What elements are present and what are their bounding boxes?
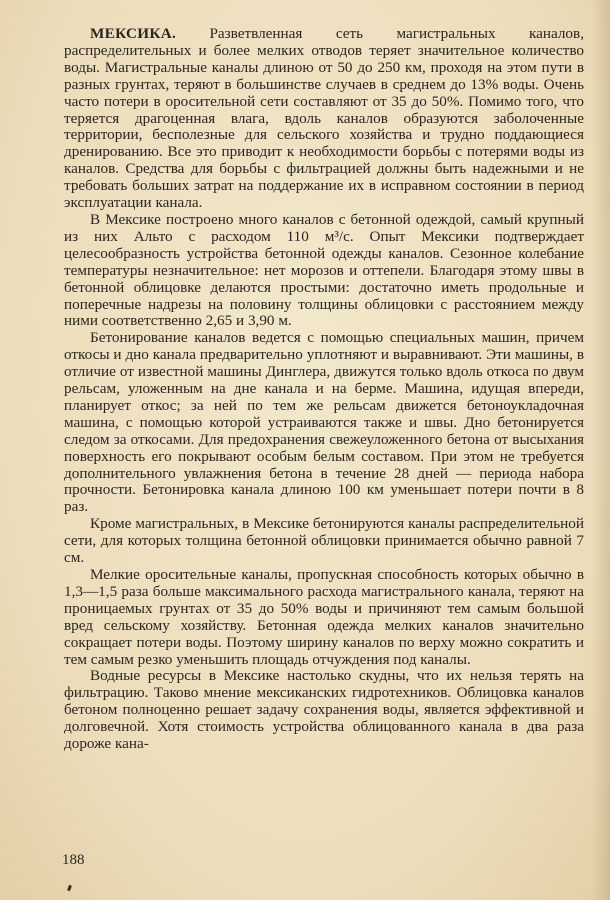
ink-speck (67, 885, 72, 892)
page-edge-shadow (592, 0, 610, 900)
paragraph-3: Бетонирование каналов ведется с помощью специальных машин, причем откосы и дно канала предварительно уплотняют и выравнивают. Эти машины, в отличие от известной машины Динглера, движутся только вдоль откоса по двум рельсам, уложенным на дне канала и на берме. Машина, идущая впереди, планирует откос; за ней по тем же рельсам движется бетоноукладочная машина, с помощью которой устраиваются также и швы. Дно бетонируется следом за откосами. Для предохранения свежеуложенного бетона от высыхания поверхность его покрывают особым белым составом. При этом не требуется дополнительного увлажнения бетона в течение 28 дней — периода набора прочности. Бетонировка канала длиною 100 км уменьшает потери почти в 8 раз. (64, 329, 584, 516)
page-number: 188 (62, 852, 85, 868)
body-text (64, 26, 584, 753)
paragraph-1-text: Разветвленная сеть магистральных каналов, распределительных и более мелких отводов теряет значительное количество воды. Магистральные каналы длиною от 50 до 250 км, проходя на этом пути в разных грунтах, теряют в большинстве случаев в среднем до 13% воды. Очень часто потери в оросительной сети составляют от 35 до 50%. Помимо того, что теряется драгоценная влага, вдоль каналов образуются заболоченные территории, бесполезные для сельского хозяйства и трудно поддающиеся дренированию. Все это приводит к необходимости борьбы с потерями воды из каналов. Средства для борьбы с фильтрацией должны быть надежными и не требовать больших затрат на поддержание их в исправном состоянии в период эксплуатации канала. (64, 25, 584, 212)
paragraph-2: В Мексике построено много каналов с бетонной одеждой, самый крупный из них Альто с расходом 110 м³/с. Опыт Мексики подтверждает целесообразность устройства бетонной одежды каналов. Сезонное колебание температуры незначительное: нет морозов и оттепели. Благодаря этому швы в бетонной облицовке делаются простыми: достаточно иметь продольные и поперечные надрезы на половину толщины облицовки с расстоянием между ними соответственно 2,65 и 3,90 м. (64, 210, 584, 330)
section-heading: МЕКСИКА. (90, 25, 177, 42)
paragraph-6: Водные ресурсы в Мексике настолько скудны, что их нельзя терять на фильтрацию. Таково мнение мексиканских гидротехников. Облицовка каналов бетоном полноценно решает задачу сохранения воды, является эффективной и долговечной. Хотя стоимость устройства облицованного канала в два раза дороже кана- (64, 667, 584, 753)
paragraph-5: Мелкие оросительные каналы, пропускная способность которых обычно в 1,3—1,5 раза больше максимального расхода магистрального канала, теряют на проницаемых грунтах от 35 до 50% воды и причиняют тем самым большой вред сельскому хозяйству. Бетонная одежда мелких каналов значительно сокращает потери воды. Поэтому ширину каналов по верху можно сократить и тем самым резко уменьшить площадь отчуждения под каналы. (64, 566, 584, 668)
paragraph-4: Кроме магистральных, в Мексике бетонируются каналы распределительной сети, для которых толщина бетонной облицовки принимается обычно равной 7 см. (64, 515, 584, 567)
paragraph-1 (64, 26, 584, 212)
